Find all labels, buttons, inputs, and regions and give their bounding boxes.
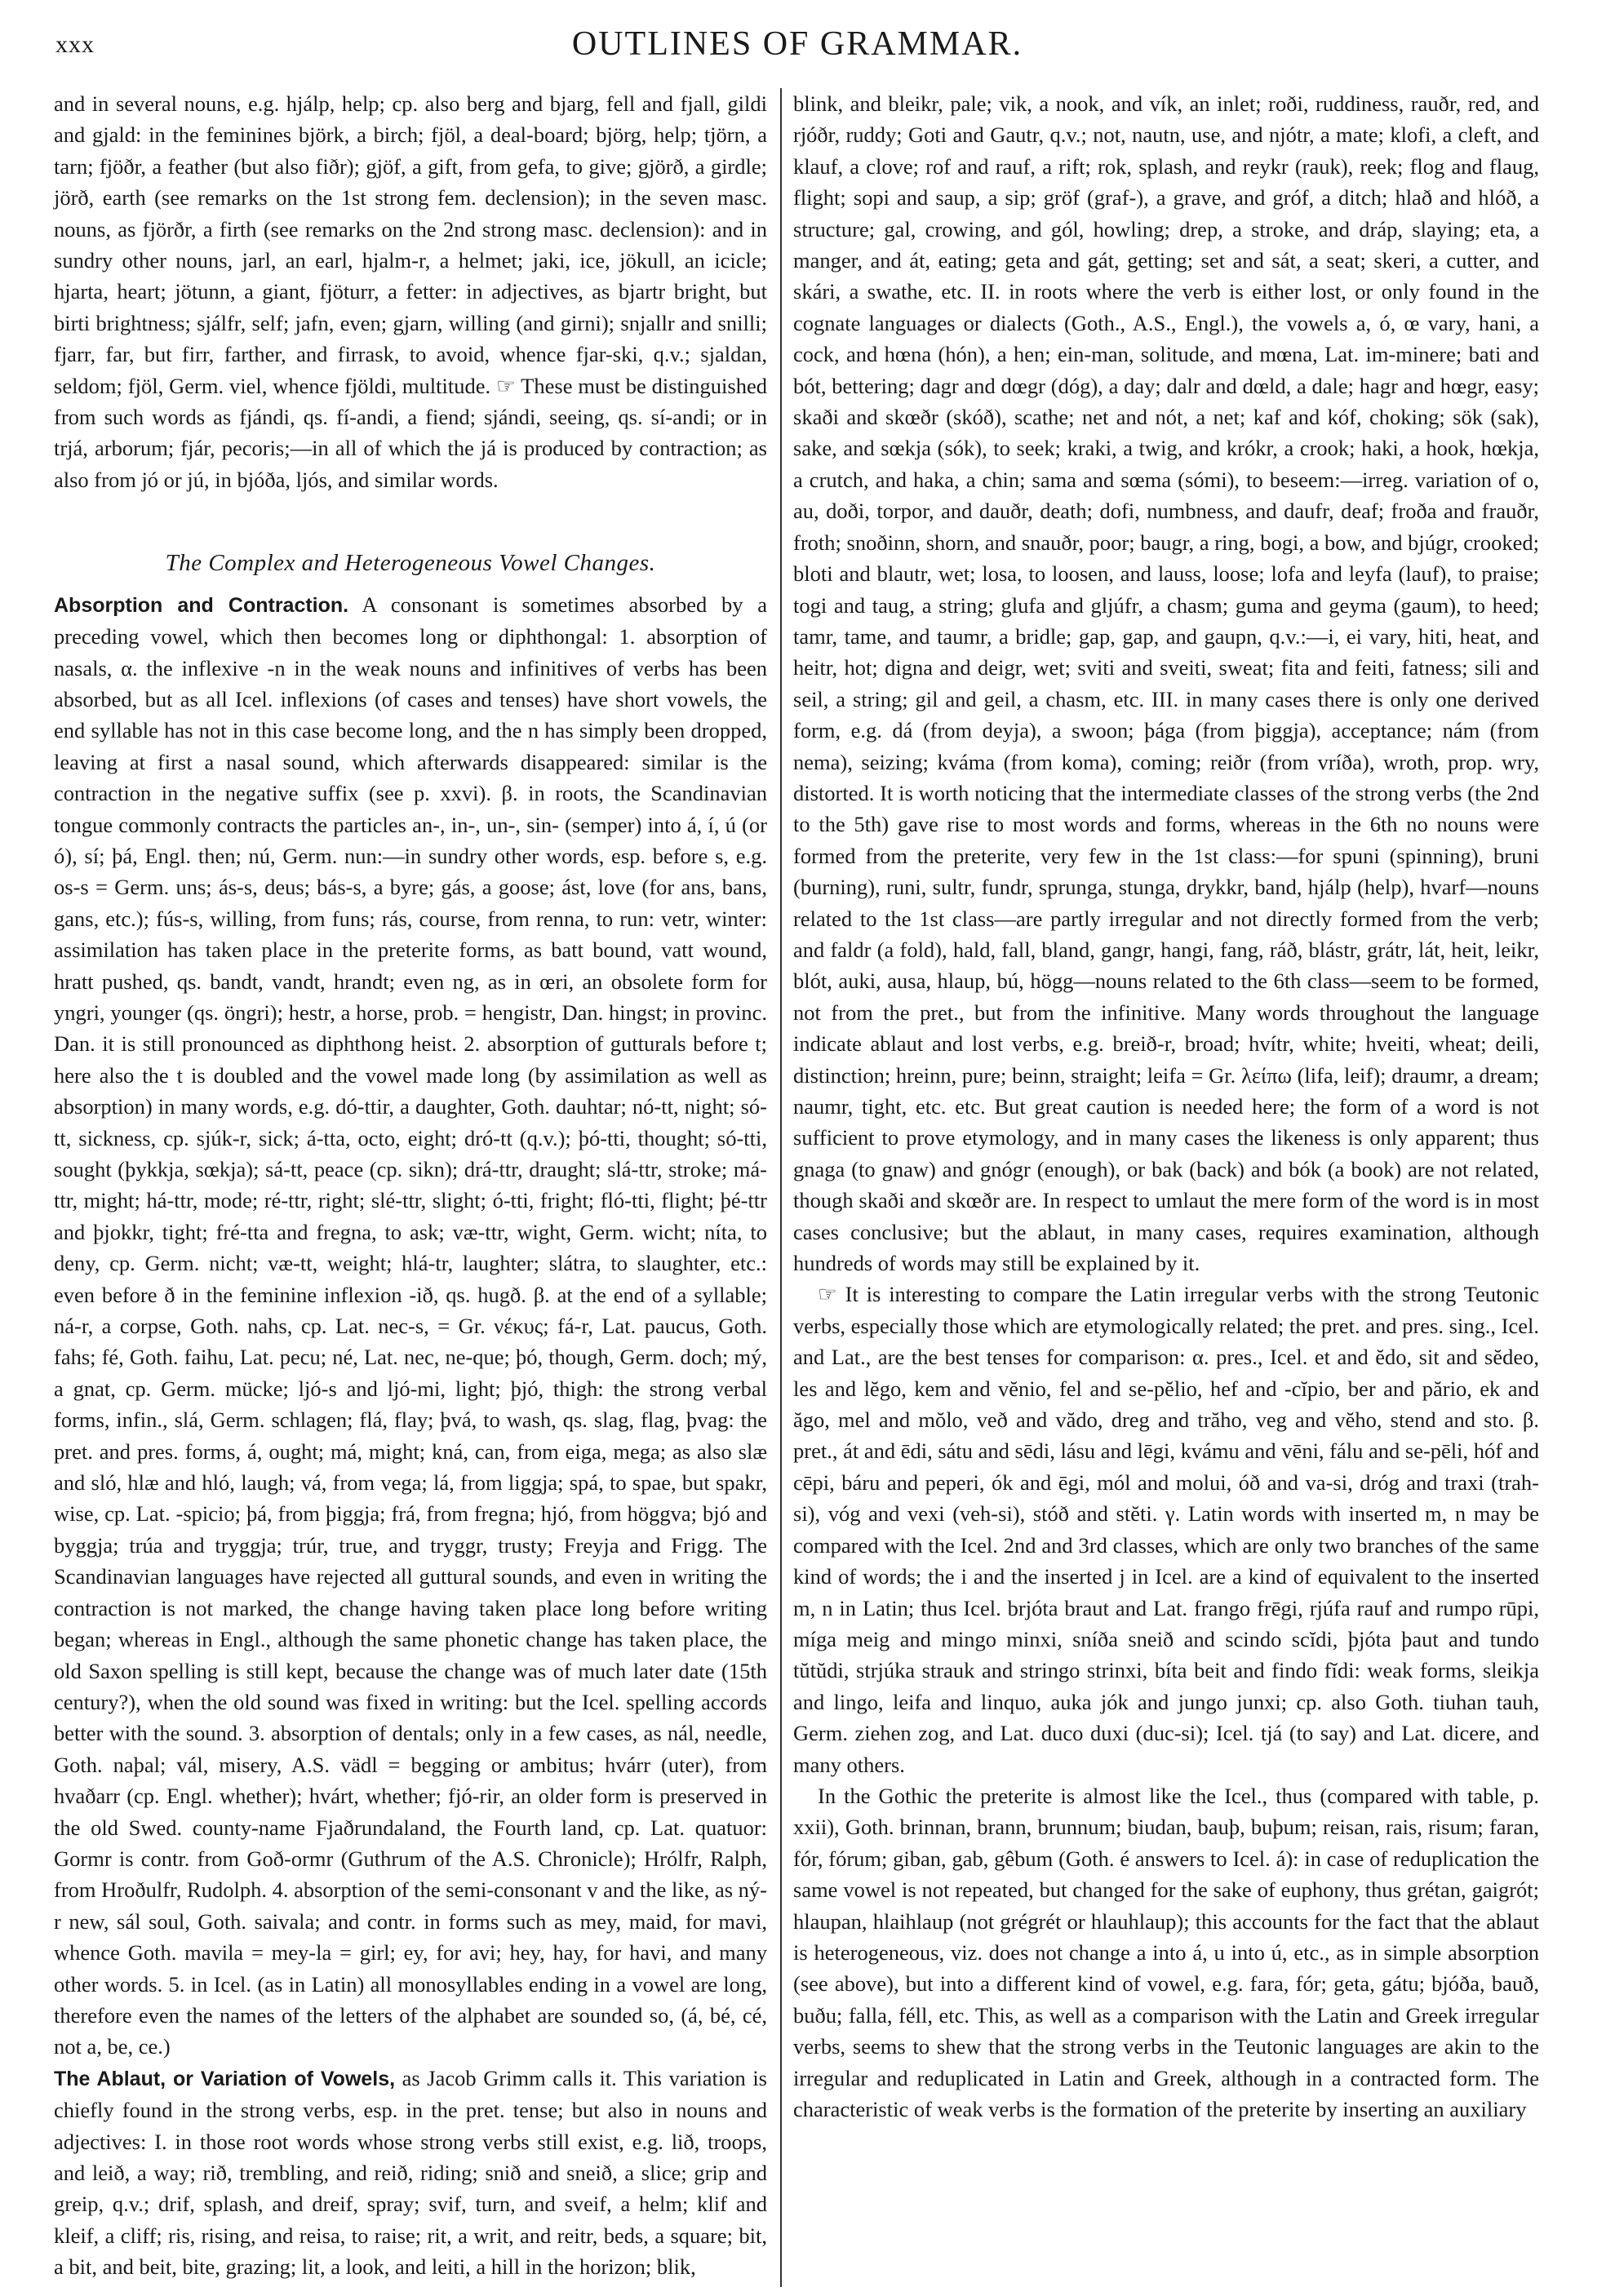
paragraph: blink, and bleikr, pale; vik, a nook, and vík, an inlet; roði, ruddiness, rauðr, red, and rjóðr, ruddy; Goti and Gautr, q.v.; not, nautn, use, and njótr, a mate; klofi, a cleft, and klauf, a clove; rof and rauf, a rift; rok, splash, and reykr (rauk), reek; flog and flaug, flight; sopi and saup, a sip; gröf (graf-), a grave, and gróf, a ditch; hlað and hlóð, a structure; gal, crowing, and gól, howling; drep, a stroke, and dráp, slaying; eta, a manger, and át, eating; geta and gát, getting; set and sát, a seat; skeri, a cutter, and skári, a swathe, etc. II. in roots where the verb is either lost, or only found in the cognate languages or dialects (Goth., A.S., Engl.), the vowels a, ó, œ vary, hani, a cock, and hœna (hón), a hen; ein-man, solitude, and mœna, Lat. im-minere; bati and bót, bettering; dagr and dœgr (dóg), a day; dalr and dœld, a dale; hagr and hœgr, easy; skaði and skœðr (skóð), scathe; net and nót, a net; kaf and kóf, choking; sök (sak), sake, and sœkja (sók), to seek; kraki, a twig, and krókr, a crook; haki, a hook, hœkja, a crutch, and haka, a chin; sama and sœma (sómi), to beseem:—irreg. variation of o, au, doði, torpor, and dauðr, death; dofi, numbness, and daufr, deaf; froða and frauðr, froth; snoðinn, shorn, and snauðr, poor; baugr, a ring, bogi, a bow, and bjúgr, crooked; bloti and blautr, wet; losa, to loosen, and lauss, loose; lofa and leyfa (lauf), to praise; togi and taug, a string; glufa and gljúfr, a chasm; guma and geyma (gaum), to heed; tamr, tame, and taumr, a bridle; gap, gap, and gaupn, q.v.:—i, ei vary, hiti, heat, and heitr, hot; digna and deigr, wet; sviti and sveiti, sweat; fita and feiti, fatness; sili and seil, a string; gil and geil, a chasm, etc. III. in many cases there is only one derived form, e.g. dá (from deyja), a swoon; þága (from þiggja), acceptance; nám (from nema), seizing; kváma (from koma), coming; reiðr (from vríða), wroth, prop. wry, distorted. It is worth noticing that the intermediate classes of the strong verbs (the 2nd to the 5th) gave rise to most words and forms, whereas in the 6th no nouns were formed from the preterite, very few in the 1st class:—for spuni (spinning), bruni (burning), runi, sultr, fundr, sprunga, stunga, drykkr, band, hjálp (help), hvarf—nouns related to the 1st class—are partly irregular and not directly formed from the verb; and faldr (a fold), hald, fall, bland, gangr, hangi, fang, ráð, blástr, grátr, lát, heit, leikr, blót, auki, ausa, hlaup, bú, högg—nouns related to the 6th class—seem to be formed, not from the pret., but from the infinitive. Many words throughout the language indicate ablaut and lost verbs, e.g. breið-r, broad; hvítr, white; hveiti, wheat; deili, distinction; hreinn, pure; beinn, straight; leifa = Gr. λείπω (lifa, leif); draumr, a dream; naumr, tight, etc. etc. But great caution is needed here; the form of a word is not sufficient to prove etymology, and in many cases the likeness is only apparent; thus gnaga (to gnaw) and gnógr (enough), or bak (back) and bók (a book) are not related, though skaði and skœðr are. In respect to umlaut the mere form of the word is in most cases conclusive; but the ablaut, in many cases, requires examination, although hundreds of words may still be explained by it.: [793, 91, 1539, 1276]
right-column: [793, 88, 1539, 2125]
paragraph-body: A consonant is sometimes absorbed by a preceding vowel, which then becomes long or diphthongal: 1. absorption of nasals, α. the inflexive -n in the weak nouns and infinitives of verbs has been absorbed, but as all Icel. inflexions (of cases and tenses) have short vowels, the end syllable has not in this case become long, and the n has simply been dropped, leaving at first a nasal sound, which afterwards disappeared: similar is the contraction in the negative suffix (see p. xxvi). β. in roots, the Scandinavian tongue commonly contracts the particles an-, in-, un-, sin- (semper) into á, í, ú (or ó), sí; þá, Engl. then; nú, Germ. nun:—in sundry other words, esp. before s, e.g. os-s = Germ. uns; ás-s, deus; bás-s, a byre; gás, a goose; ást, love (for ans, bans, gans, etc.); fús-s, willing, from funs; rás, course, from renna, to run: vetr, winter: assimilation has taken place in the preterite forms, as batt bound, vatt wound, hratt pushed, qs. bandt, vandt, hrandt; even ng, as in œri, an obsolete form for yngri, younger (qs. öngri); hestr, a horse, prob. = hengistr, Dan. hingst; in provinc. Dan. it is still pronounced as diphthong heist. 2. absorption of gutturals before t; here also the t is doubled and the vowel made long (by assimilation as well as absorption) in many words, e.g. dó-ttir, a daughter, Goth. dauhtar; nó-tt, night; só-tt, sickness, cp. sjúk-r, sick; á-tta, octo, eight; dró-tt (q.v.); þó-tti, thought; só-tti, sought (þykkja, sœkja); sá-tt, peace (cp. sikn); drá-ttr, draught; slá-ttr, stroke; má-ttr, might; há-ttr, mode; ré-ttr, right; slé-ttr, slight; ó-tti, fright; fló-tti, flight; þé-ttr and þjokkr, tight; fré-tta and fregna, to ask; væ-ttr, wight, Germ. wicht; níta, to deny, cp. Germ. nicht; væ-tt, weight; hlá-tr, laughter; slátra, to slaughter, etc.: even before ð in the feminine inflexion -ið, qs. hugð. β. at the end of a syllable; ná-r, a corpse, Goth. nahs, cp. Lat. nec-s, = Gr. νέκυς; fá-r, Lat. paucus, Goth. fahs; fé, Goth. faihu, Lat. pecu; né, Lat. nec, ne-que; þó, though, Germ. doch; mý, a gnat, cp. Germ. mücke; ljó-s and ljó-mi, light; þjó, thigh: the strong verbal forms, infin., slá, Germ. schlagen; flá, flay; þvá, to wash, qs. slag, flag, þvag: the pret. and pres. forms, á, ought; má, might; kná, can, from eiga, mega; as also slæ and sló, hlæ and hló, laugh; vá, from vega; lá, from liggja; spá, to spae, but spakr, wise, cp. Lat. -spicio; þá, from þiggja; frá, from fregna; hjó, from höggva; bjó and byggja; trúa and tryggja; trúr, true, and tryggr, trusty; Freyja and Frigg. The Scandinavian languages have rejected all guttural sounds, and even in writing the contraction is not marked, the change having taken place long before writing began; whereas in Engl., although the same phonetic change has taken place, the old Saxon spelling is still kept, because the change was of much later date (15th century?), when the old sound was fixed in writing: but the Icel. spelling accords better with the sound. 3. absorption of dentals; only in a few cases, as nál, needle, Goth. naþal; vál, misery, A.S. vädl = begging or ambitus; hvárr (uter), from hvaðarr (cp. Engl. whether); hvárt, whether; fjó-rir, an older form is preserved in the old Swed. county-name Fjaðrundaland, the Fourth land, cp. Lat. quatuor: Gormr is contr. from Goð-ormr (Guthrum of the A.S. Chronicle); Hrólfr, Ralph, from Hroðulfr, Rudolph. 4. absorption of the semi-consonant v and the like, as ný-r new, sál soul, Goth. saivala; and contr. in forms such as mey, maid, for mavi, whence Goth. mavila = mey-la = girl; ey, for avi; hey, hay, for havi, and many other words. 5. in Icel. (as in Latin) all monosyllables ending in a vowel are long, therefore even the names of the letters of the alphabet are sounded so, (á, bé, cé, not a, be, ce.): [54, 592, 768, 2059]
left-column: [54, 88, 767, 2283]
paragraph-lead: Absorption and Contraction.: [54, 593, 349, 617]
page-header: [55, 24, 1539, 65]
paragraph: In the Gothic the preterite is almost like the Icel., thus (compared with table, p. xxii), Goth. brinnan, brann, brunnum; biudan, bauþ, buþum; reisan, rais, risum; faran, fór, fórum; giban, gab, gêbum (Goth. é answers to Icel. á): in case of reduplication the same vowel is not repeated, but changed for the sake of euphony, thus grétan, gaigrót; hlaupan, hlaihlaup (not grégrét or hlauhlaup); this accounts for the fact that the ablaut is heterogeneous, viz. does not change a into á, u into ú, etc., as in simple absorption (see above), but into a different kind of vowel, e.g. fara, fór; geta, gátu; bjóða, bauð, buðu; falla, féll, etc. This, as well as a comparison with the Latin and Greek irregular verbs, seems to shew that the strong verbs in the Teutonic languages are akin to the irregular and reduplicated in Latin and Greek, although in a contracted form. The characteristic of weak verbs is the formation of the preterite by inserting an auxiliary: [793, 1783, 1539, 2121]
running-title: OUTLINES OF GRAMMAR.: [571, 25, 1023, 63]
column-divider: [780, 88, 782, 2287]
section-heading: The Complex and Heterogeneous Vowel Changes.: [165, 550, 656, 577]
paragraph-lead: The Ablaut, or Variation of Vowels,: [54, 2067, 396, 2090]
paragraph: and in several nouns, e.g. hjálp, help; cp. also berg and bjarg, fell and fjall, gildi and gjald: in the feminines björk, a birch; fjöl, a deal-board; björg, help; tjörn, a tarn; fjöðr, a feather (but also fiðr); gjöf, a gift, from gefa, to give; gjörð, a girdle; jörð, earth (see remarks on the 1st strong fem. declension); in the seven masc. nouns, as fjörðr, a firth (see remarks on the 2nd strong masc. declension): and in sundry other nouns, jarl, an earl, hjalm-r, a helmet; jaki, ice, jökull, an icicle; hjarta, heart; jötunn, a giant, fjöturr, a fetter: in adjectives, as bjartr bright, but birti brightness; sjálfr, self; jafn, even; gjarn, willing (and girni); snjallr and snilli; fjarr, far, but firr, farther, and firrask, to avoid, whence fjar-ski, q.v.; sjaldan, seldom; fjöl, Germ. viel, whence fjöldi, multitude. ☞ These must be distinguished from such words as fjándi, qs. fí-andi, a fiend; sjándi, seeing, qs. sí-andi; or in trjá, arborum; fjár, pecoris;—in all of which the já is produced by contraction; as also from jó or jú, in bjóða, ljós, and similar words.: [54, 91, 767, 492]
paragraph: [54, 2063, 767, 2283]
paragraph: [54, 589, 767, 2063]
paragraph: ☞ It is interesting to compare the Latin irregular verbs with the strong Teutonic verbs, especially those which are etymologically related; the pret. and pres. sing., Icel. and Lat., are the best tenses for comparison: α. pres., Icel. et and ĕdo, sit and sĕdeo, les and lĕgo, kem and vĕnio, fel and se-pĕlio, hef and -cĭpio, ber and părio, ek and ăgo, mel and mŏlo, veð and vădo, dreg and trăho, veg and vĕho, stend and sto. β. pret., át and ēdi, sátu and sēdi, lásu and lēgi, kvámu and vēni, fálu and se-pēli, hóf and cēpi, báru and peperi, ók and ēgi, mól and molui, óð and va-si, dróg and traxi (trah-si), vóg and vexi (veh-si), stóð and stĕti. γ. Latin words with inserted m, n may be compared with the Icel. 2nd and 3rd classes, which are only two branches of the same kind of words; the i and the inserted j in Icel. are a kind of equivalent to the inserted m, n in Latin; thus Icel. brjóta braut and Lat. frango frēgi, rjúfa rauf and rumpo rūpi, míga meig and mingo minxi, sníða sneið and scindo scĭdi, þjóta þaut and tundo tŭtŭdi, strjúka strauk and stringo strinxi, bíta beit and findo fĭdi: weak forms, sleikja and lingo, leifa and linquo, auka jók and jungo junxi; cp. also Goth. tiuhan tauh, Germ. ziehen zog, and Lat. duco duxi (duc-si); Icel. tjá (to say) and Lat. dicere, and many others.: [793, 1282, 1539, 1777]
paragraph-body: as Jacob Grimm calls it. This variation is chiefly found in the strong verbs, esp. in the pret. tense; but also in nouns and adjectives: I. in those root words whose strong verbs still exist, e.g. lið, troops, and leið, a way; rið, trembling, and reið, riding; snið and sneið, a slice; grip and greip, q.v.; drif, splash, and dreif, spray; svif, turn, and sveif, a helm; klif and kleif, a cliff; ris, rising, and reisa, to raise; rit, a writ, and reitr, beds, a square; bit, a bit, and beit, bite, grazing; lit, a look, and leiti, a hill in the horizon; blik,: [54, 2065, 767, 2280]
page-number: xxx: [55, 31, 95, 58]
